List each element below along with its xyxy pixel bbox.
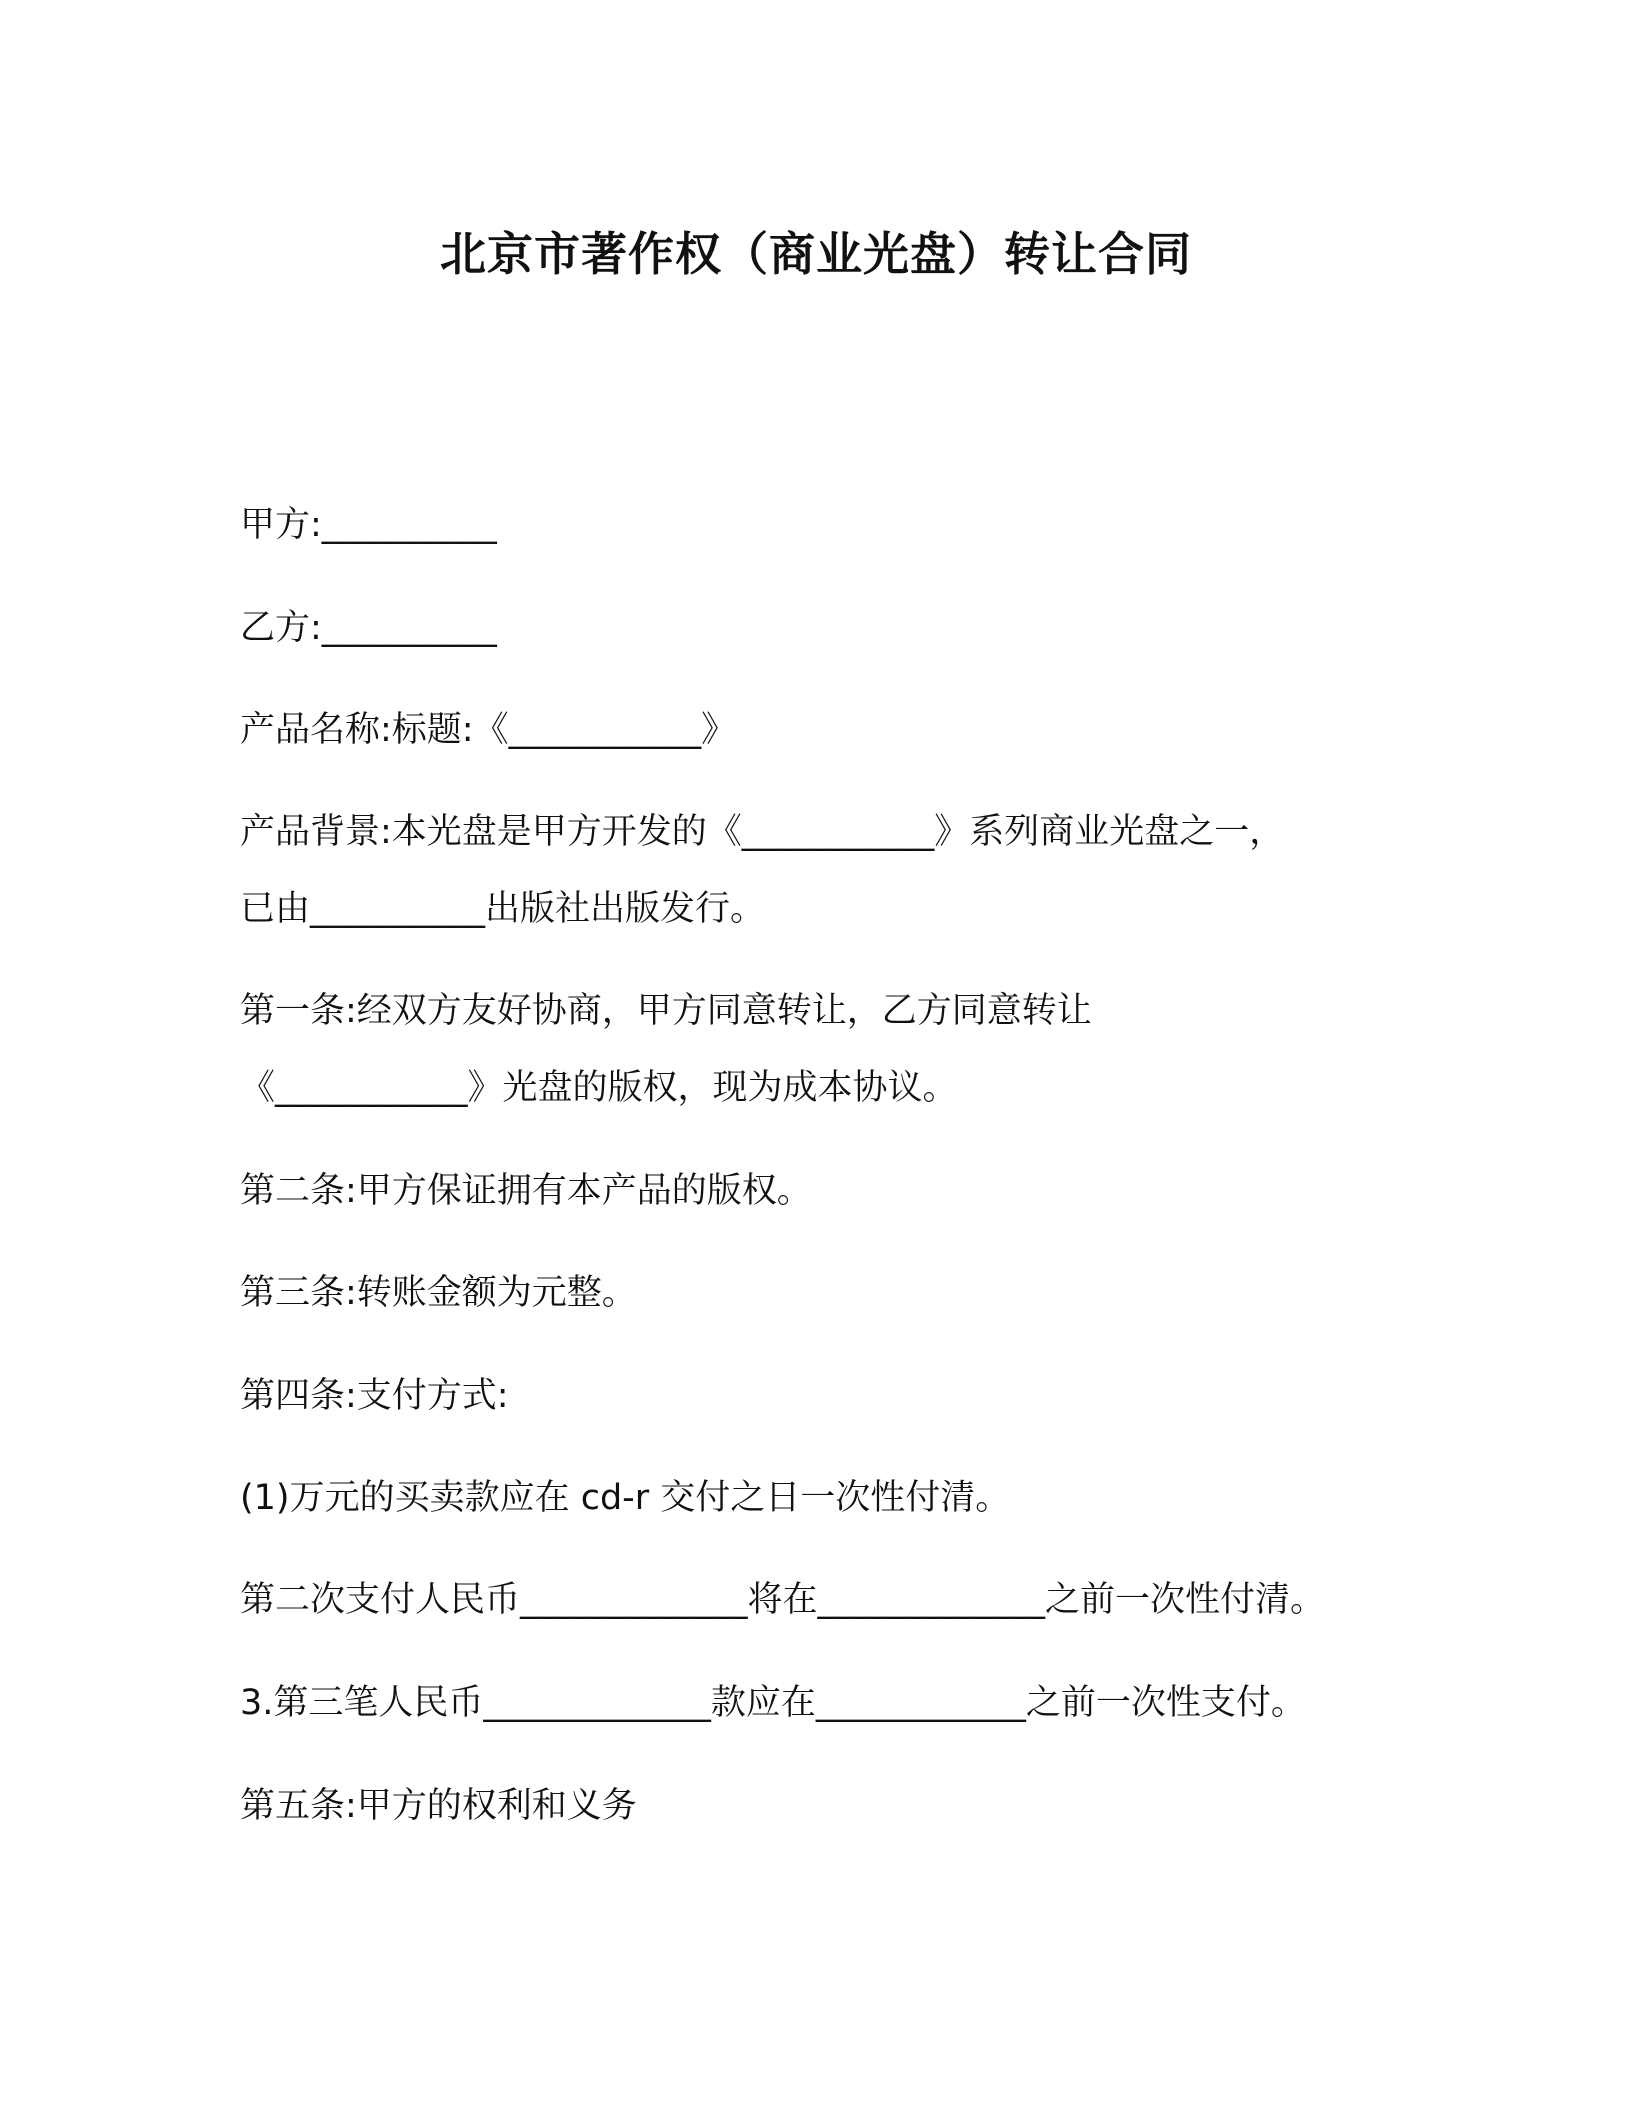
article-1-line-1: 第一条:经双方友好协商，甲方同意转让，乙方同意转让 bbox=[240, 991, 1092, 1031]
party-a-line: 甲方:__________ bbox=[240, 505, 497, 545]
product-name-line: 产品名称:标题:《___________》 bbox=[240, 710, 737, 750]
article-4-line: 第四条:支付方式: bbox=[240, 1376, 509, 1416]
article-5-line: 第五条:甲方的权利和义务 bbox=[240, 1786, 637, 1826]
payment-item-1-line: (1)万元的买卖款应在 cd-r 交付之日一次性付清。 bbox=[240, 1478, 1011, 1518]
article-3-line: 第三条:转账金额为元整。 bbox=[240, 1273, 637, 1313]
party-b-line: 乙方:__________ bbox=[240, 608, 497, 648]
product-background-line-2: 已由__________出版社出版发行。 bbox=[240, 889, 766, 929]
article-1-line-2: 《___________》光盘的版权，现为成本协议。 bbox=[240, 1068, 958, 1108]
product-background-line-1: 产品背景:本光盘是甲方开发的《___________》系列商业光盘之一， bbox=[240, 812, 1285, 852]
payment-item-2-line: 第二次支付人民币_____________将在_____________之前一次性付清。 bbox=[240, 1580, 1326, 1620]
payment-item-3-line: 3.第三笔人民币_____________款应在____________之前一次性支付。 bbox=[240, 1683, 1306, 1723]
document-title: 北京市著作权（商业光盘）转让合同 bbox=[440, 227, 1192, 281]
article-2-line: 第二条:甲方保证拥有本产品的版权。 bbox=[240, 1171, 812, 1211]
